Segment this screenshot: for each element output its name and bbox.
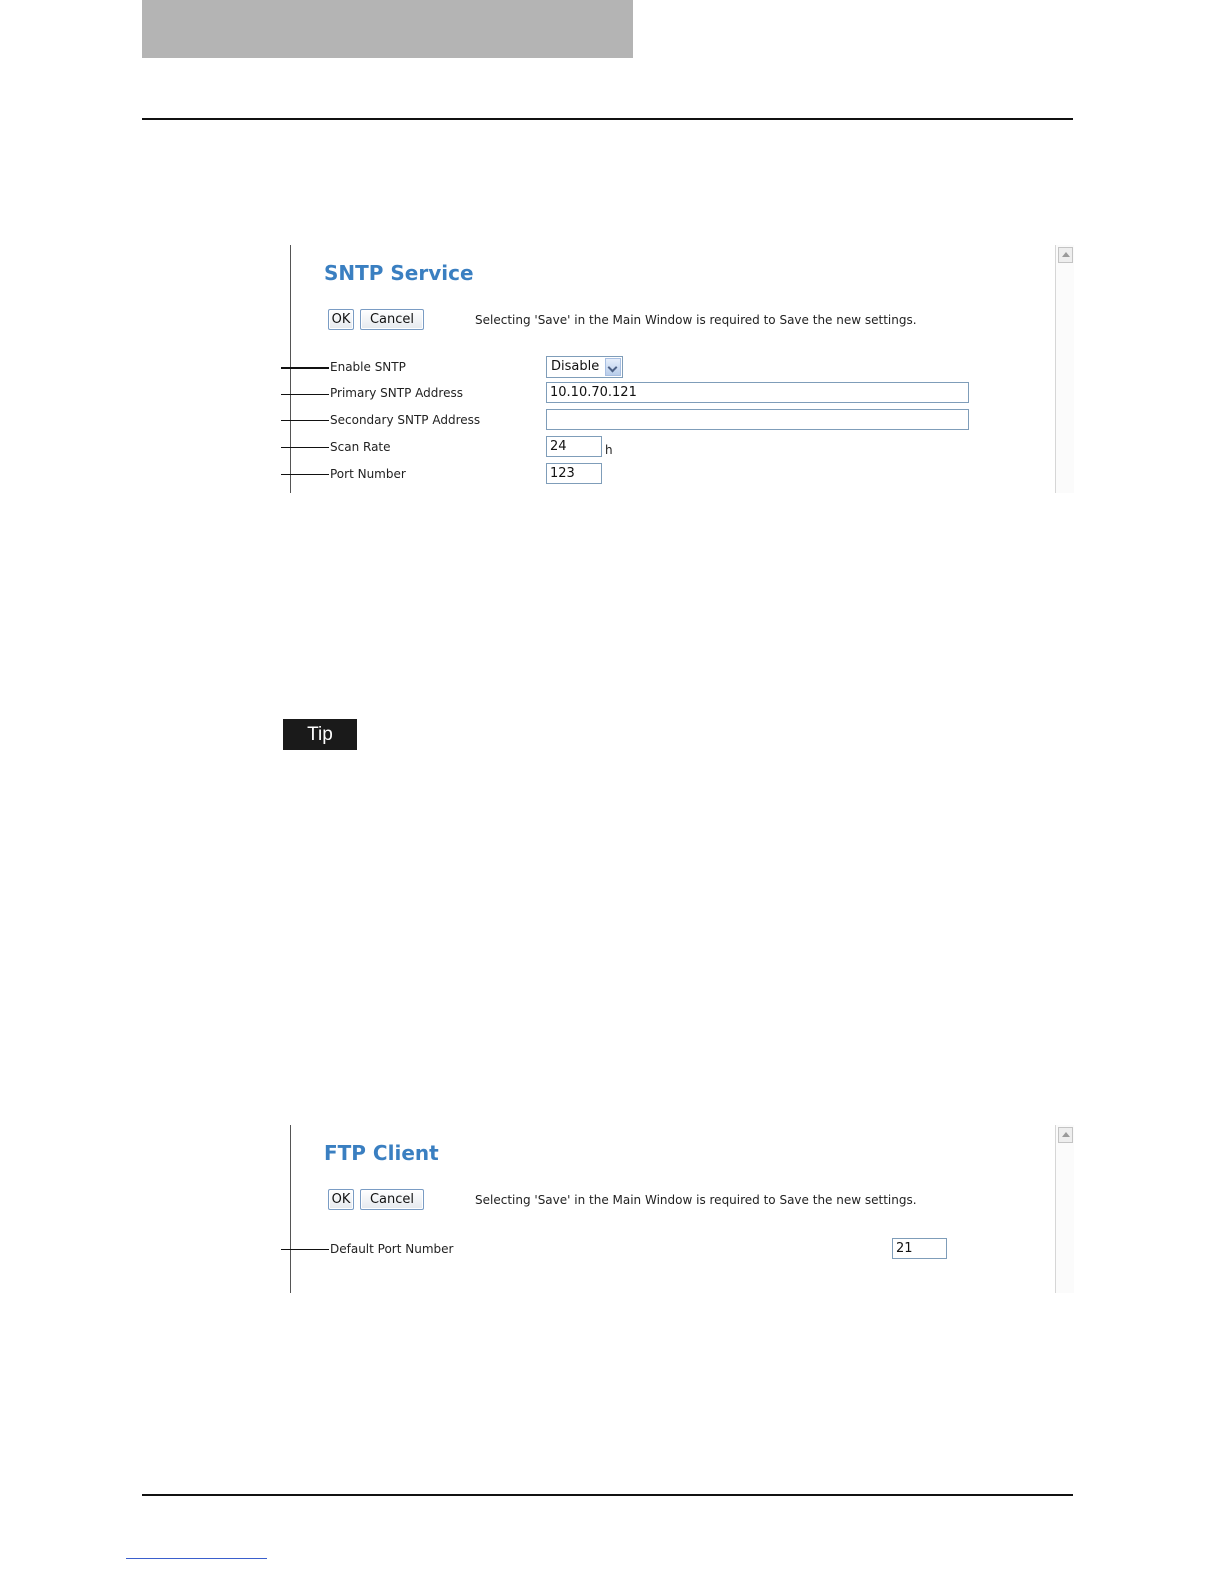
port-number-input[interactable]: 123 xyxy=(546,463,602,484)
scroll-up-arrow-icon[interactable] xyxy=(1058,247,1073,263)
enable-sntp-value: Disable xyxy=(551,359,600,374)
bottom-rule xyxy=(142,1494,1073,1496)
callout-leader xyxy=(281,474,329,475)
callout-leader xyxy=(281,1249,329,1250)
chevron-down-icon[interactable] xyxy=(605,358,621,376)
header-gray-block xyxy=(142,0,633,58)
sntp-service-panel xyxy=(290,245,1074,493)
scroll-up-arrow-icon[interactable] xyxy=(1058,1127,1073,1143)
secondary-sntp-address-input[interactable] xyxy=(546,409,969,430)
enable-sntp-select[interactable] xyxy=(546,356,623,378)
primary-sntp-address-label: Primary SNTP Address xyxy=(330,386,463,400)
scan-rate-label: Scan Rate xyxy=(330,440,391,454)
enable-sntp-label: Enable SNTP xyxy=(330,360,406,374)
cancel-button[interactable]: Cancel xyxy=(360,1189,424,1210)
ftp-client-panel xyxy=(290,1125,1074,1293)
default-port-number-input[interactable]: 21 xyxy=(892,1238,947,1259)
top-rule xyxy=(142,118,1073,120)
scrollbar[interactable] xyxy=(1055,1125,1074,1293)
save-note: Selecting 'Save' in the Main Window is required to Save the new settings. xyxy=(475,1193,917,1207)
callout-leader xyxy=(281,420,329,421)
scan-rate-input[interactable]: 24 xyxy=(546,436,602,457)
port-number-label: Port Number xyxy=(330,467,406,481)
ok-button[interactable]: OK xyxy=(328,309,354,330)
secondary-sntp-address-label: Secondary SNTP Address xyxy=(330,413,481,427)
scrollbar[interactable] xyxy=(1055,245,1074,493)
ok-button[interactable]: OK xyxy=(328,1189,354,1210)
save-note: Selecting 'Save' in the Main Window is required to Save the new settings. xyxy=(475,313,917,327)
footer-link-underline[interactable] xyxy=(126,1558,267,1559)
page-title: SNTP Service xyxy=(324,261,474,285)
page-title: FTP Client xyxy=(324,1141,439,1165)
callout-leader xyxy=(281,394,329,395)
cancel-button[interactable]: Cancel xyxy=(360,309,424,330)
panel-left-border xyxy=(290,1125,291,1293)
callout-leader xyxy=(281,447,329,448)
default-port-number-label: Default Port Number xyxy=(330,1242,454,1256)
scan-rate-unit: h xyxy=(605,443,613,457)
panel-left-border xyxy=(290,245,291,493)
tip-badge: Tip xyxy=(283,719,357,750)
callout-leader xyxy=(281,367,329,369)
primary-sntp-address-input[interactable]: 10.10.70.121 xyxy=(546,382,969,403)
